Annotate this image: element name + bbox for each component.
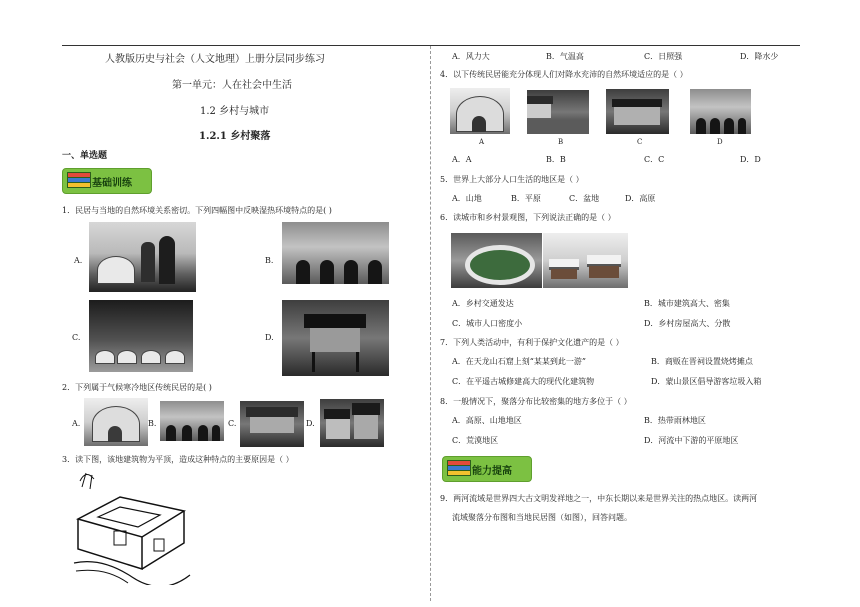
q2-img-a-igloo [84, 398, 148, 446]
q3-stem: 3．读下图，该地建筑物为平顶，造成这种特点的主要原因是（ ） [62, 455, 294, 464]
q1-img-a-snow-house [89, 222, 196, 292]
q1-opt-a: A. [74, 256, 83, 265]
q4-label-d: D [717, 138, 723, 146]
q4-img-a-igloo [450, 88, 510, 134]
unit-title: 第一单元：人在社会中生活 [172, 80, 292, 91]
q3-opt-d: D．降水少 [740, 52, 779, 61]
q7-stem: 7．下列人类活动中，有利于保护文化遗产的是（ ） [440, 338, 624, 347]
q5-stem: 5．世界上大部分人口生活的地区是（ ） [440, 175, 584, 184]
q8-opt-a: A．高原、山地地区 [452, 416, 522, 425]
q5-opt-b: B．平原 [511, 194, 541, 203]
q5-opt-a: A．山地 [452, 194, 482, 203]
q4-label-b: B [558, 138, 564, 146]
q4-opt-b: B．B [546, 155, 566, 164]
q7-opt-b: B．商贩在晋祠设置烧烤摊点 [651, 357, 753, 366]
q3-flat-roof-building-sketch [72, 467, 192, 585]
q1-img-c-yurts [89, 300, 193, 372]
q2-img-b-cave-house [160, 401, 224, 441]
books-icon [447, 460, 469, 476]
q2-opt-a: A. [72, 419, 81, 428]
q8-stem: 8．一般情况下，聚落分布比较密集的地方多位于（ ） [440, 397, 632, 406]
q1-img-b-cave-house [282, 222, 389, 284]
q6-opt-d: D．乡村房屋高大、分散 [644, 319, 731, 328]
q1-opt-c: C. [72, 333, 81, 342]
q7-opt-c: C．在平遥古城修建高大的现代化建筑物 [452, 377, 595, 386]
q4-opt-c: C．C [644, 155, 665, 164]
q4-img-d-cave-house [690, 89, 751, 134]
q4-opt-d: D．D [740, 155, 761, 164]
basic-training-badge [62, 168, 152, 194]
q1-opt-d: D. [265, 333, 274, 342]
q6-stem: 6．读城市和乡村景观图，下列说法正确的是（ ） [440, 213, 616, 222]
advanced-badge [442, 456, 532, 482]
column-divider [430, 46, 431, 601]
q4-img-c-courtyard [606, 89, 669, 134]
q5-opt-d: D．高原 [625, 194, 656, 203]
subsection-title: 1.2.1 乡村聚落 [199, 131, 271, 142]
q1-img-d-stilt-house [282, 300, 389, 376]
q2-img-c-stilt-house [240, 401, 304, 447]
q4-img-b-water-town [527, 90, 589, 134]
q1-stem: 1．民居与当地的自然环境关系密切。下列四幅图中反映湿热环境特点的是( ) [62, 206, 332, 215]
q8-opt-c: C．荒漠地区 [452, 436, 499, 445]
q6-opt-b: B．城市建筑高大、密集 [644, 299, 730, 308]
q4-stem: 4．以下传统民居能充分体现人们对降水充沛的自然环境适应的是（ ） [440, 70, 688, 79]
part-heading: 一、单选题 [62, 151, 108, 161]
q7-opt-a: A．在天龙山石窟上刻“某某到此一游” [452, 357, 586, 366]
q8-opt-b: B．热带雨林地区 [644, 416, 706, 425]
q2-img-d-wooden-houses [320, 399, 384, 447]
badge-label: 能力提高 [472, 466, 512, 477]
q6-opt-a: A．乡村交通发达 [452, 299, 514, 308]
q4-opt-a: A．A [452, 155, 472, 164]
q9-stem-line1: 9．两河流域是世界四大古文明发祥地之一，中东长期以来是世界关注的热点地区。读两河 [440, 494, 758, 503]
q6-img-snowy-village [543, 233, 628, 288]
q2-opt-b: B. [148, 419, 157, 428]
q4-label-c: C [637, 138, 643, 146]
books-icon [67, 172, 89, 188]
q1-opt-b: B. [265, 256, 274, 265]
q2-stem: 2．下列属于气候寒冷地区传统民居的是( ) [62, 383, 212, 392]
q2-opt-d: D. [306, 419, 315, 428]
q5-opt-c: C．盆地 [569, 194, 600, 203]
q6-img-city-stadium [451, 233, 542, 288]
doc-title: 人教版历史与社会（人文地理）上册分层同步练习 [105, 54, 325, 65]
section-title: 1.2 乡村与城市 [200, 106, 270, 117]
q8-opt-d: D．河流中下游的平原地区 [644, 436, 739, 445]
header-rule [62, 45, 800, 46]
badge-label: 基础训练 [92, 178, 132, 189]
q3-opt-c: C．日照强 [644, 52, 683, 61]
q4-label-a: A [479, 138, 485, 146]
q3-opt-a: A．风力大 [452, 52, 490, 61]
q3-opt-b: B．气温高 [546, 52, 584, 61]
q9-stem-line2: 流域聚落分布图和当地民居图（如图），回答问题。 [452, 513, 632, 522]
q7-opt-d: D．蒙山景区倡导游客垃圾入箱 [651, 377, 762, 386]
q2-opt-c: C. [228, 419, 237, 428]
q6-opt-c: C．城市人口密度小 [452, 319, 523, 328]
